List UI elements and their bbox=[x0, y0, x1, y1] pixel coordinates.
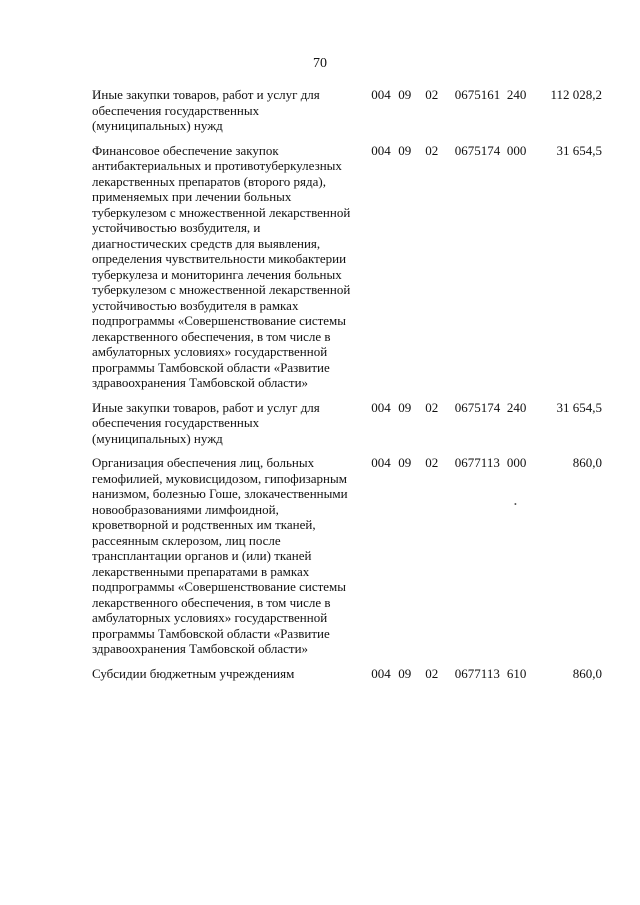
row-sum: 860,0 bbox=[572, 455, 602, 470]
row-vr: 000 bbox=[506, 142, 527, 158]
row-rz: 09 bbox=[398, 399, 412, 415]
row-gr: 004 bbox=[371, 665, 391, 681]
row-cs: 0675174 bbox=[454, 142, 501, 158]
row-cs: 0677113 bbox=[454, 665, 500, 681]
row-gr: 004 bbox=[371, 399, 391, 415]
row-pr: 02 bbox=[425, 665, 439, 681]
row-pr: 02 bbox=[425, 455, 439, 470]
row-sum: 112 028,2 bbox=[550, 87, 602, 102]
row-vr: 610 bbox=[506, 665, 527, 681]
row-pr: 02 bbox=[425, 87, 439, 102]
row-name: Организация обеспечения лиц, больных гемофилией, муковисцидозом, гипофизарным нанизмом, болезнью Гоше, злокачественными новообразованиями лимфоидной, кроветворной и родственных им тканей, рассеянным склерозом, лиц после трансплантации органов и (или) тканей лекарственными препаратами в рамках подпрограммы «Совершенствование системы лекарственного обеспечения, в том числе в амбулаторных условиях» государственной программы Тамбовской области «Развитие здравоохранения Тамбовской области» bbox=[92, 455, 348, 656]
row-pr: 02 bbox=[425, 142, 439, 158]
row-gr: 004 bbox=[371, 142, 391, 158]
row-rz: 09 bbox=[398, 87, 412, 102]
row-name-cell bbox=[92, 400, 362, 456]
row-rz: 09 bbox=[398, 455, 412, 470]
row-name-cell bbox=[92, 455, 362, 666]
row-name: Иные закупки товаров, работ и услуг для обеспечения государственных (муниципальных) нужд bbox=[92, 87, 320, 133]
row-rz: 09 bbox=[398, 665, 412, 681]
row-sum: 31 654,5 bbox=[556, 399, 602, 415]
row-gr: 004 bbox=[371, 455, 391, 470]
table-row bbox=[92, 87, 602, 143]
table-row bbox=[92, 400, 602, 456]
scan-speck: • bbox=[514, 500, 517, 509]
budget-table-body bbox=[92, 87, 602, 690]
row-name: Субсидии бюджетным учреждениям bbox=[92, 665, 295, 681]
row-sum: 31 654,5 bbox=[556, 142, 602, 158]
table-row bbox=[92, 666, 602, 691]
row-vr: 240 bbox=[506, 87, 527, 102]
table-row bbox=[92, 143, 602, 400]
row-name: Финансовое обеспечение закупок антибактериальных и противотуберкулезных лекарственных препаратов (второго ряда), применяемых при лечении больных туберкулезом с множественной лекарственной устойчивостью возбудителя, и диагностических средств для выявления, определения чувствительности микобактерии туберкулеза и мониторинга лечения больных туберкулезом с множественной лекарственной устойчивостью возбудителя в рамках подпрограммы «Совершенствование системы лекарственного обеспечения, в том числе в амбулаторных условиях» государственной программы Тамбовской области «Развитие здравоохранения Тамбовской области» bbox=[92, 142, 351, 390]
page-number: 70 bbox=[313, 56, 327, 71]
row-pr: 02 bbox=[425, 399, 439, 415]
row-vr: 240 bbox=[506, 399, 527, 415]
row-sum: 860,0 bbox=[572, 665, 602, 681]
row-name: Иные закупки товаров, работ и услуг для обеспечения государственных (муниципальных) нужд bbox=[92, 399, 320, 446]
row-cs: 0675174 bbox=[454, 399, 501, 415]
row-cs: 0675161 bbox=[454, 87, 501, 102]
row-name-cell bbox=[92, 87, 362, 143]
budget-table bbox=[92, 87, 602, 690]
row-gr: 004 bbox=[371, 87, 391, 102]
row-rz: 09 bbox=[398, 142, 412, 158]
table-row bbox=[92, 455, 602, 666]
row-name-cell bbox=[92, 143, 362, 400]
row-name-cell bbox=[92, 666, 362, 691]
row-cs: 0677113 bbox=[454, 455, 500, 470]
row-vr: 000 bbox=[506, 455, 527, 470]
